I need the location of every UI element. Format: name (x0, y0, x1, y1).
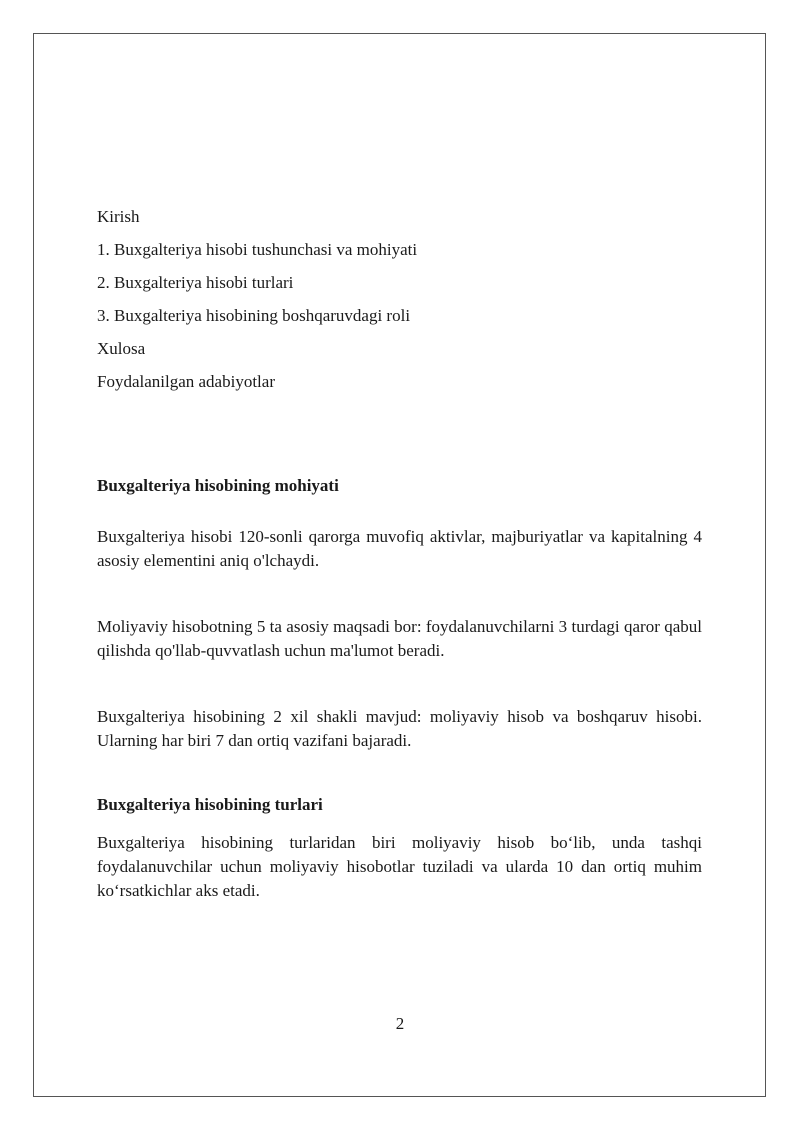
toc-item-1: 1. Buxgalteriya hisobi tushunchasi va mohiyati (97, 240, 418, 259)
toc-item-conclusion: Xulosa (97, 339, 146, 358)
toc-item-3: 3. Buxgalteriya hisobining boshqaruvdagi roli (97, 306, 411, 325)
toc-item-references: Foydalanilgan adabiyotlar (97, 372, 275, 391)
paragraph-reporting-goals: Moliyaviy hisobotning 5 ta asosiy maqsadi bor: foydalanuvchilarni 3 turdagi qaror qabul qilishda qo'llab-quvvatlash uchun ma'lumot beradi. (97, 617, 702, 660)
paragraph-elements: Buxgalteriya hisobi 120-sonli qarorga muvofiq aktivlar, majburiyatlar va kapitalning 4 asosiy elementini aniq o'lchaydi. (97, 527, 702, 570)
table-of-contents (97, 200, 702, 398)
section-heading-types: Buxgalteriya hisobining turlari (97, 795, 323, 814)
toc-item-2: 2. Buxgalteriya hisobi turlari (97, 273, 294, 292)
paragraph-financial-accounting: Buxgalteriya hisobining turlaridan biri moliyaviy hisob bo‘lib, unda tashqi foydalanuvchilar uchun moliyaviy hisobotlar tuziladi va ularda 10 dan ortiq muhim ko‘rsatkichlar aks etadi. (97, 833, 702, 900)
paragraph-accounting-forms: Buxgalteriya hisobining 2 xil shakli mavjud: moliyaviy hisob va boshqaruv hisobi. Ularning har biri 7 dan ortiq vazifani bajaradi. (97, 707, 702, 750)
section-heading-essence: Buxgalteriya hisobining mohiyati (97, 476, 339, 495)
toc-item-intro: Kirish (97, 207, 140, 226)
page-number: 2 (395, 1014, 405, 1033)
document-body (97, 200, 702, 903)
